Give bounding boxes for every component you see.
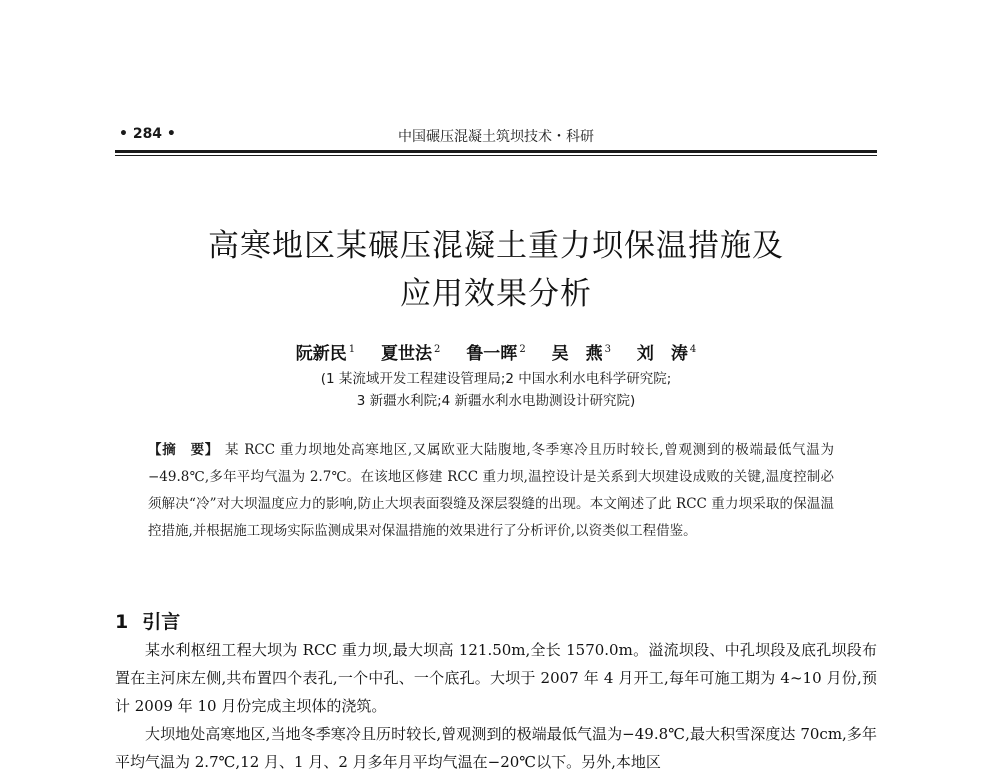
paragraph: 某水利枢纽工程大坝为 RCC 重力坝,最大坝高 121.50m,全长 1570.0m。溢流坝段、中孔坝段及底孔坝段布置在主河床左侧,共布置四个表孔,一个中孔、一个底孔。大坝于 2007 年 4 月开工,每年可施工期为 4~10 月份,预计 2009 年 10 月份完成主坝体的浇筑。 [115, 641, 877, 715]
title-line-2: 应用效果分析 [400, 276, 592, 312]
page-header [115, 124, 877, 146]
abstract-label: 【摘 要】 [148, 442, 220, 458]
header-rule-thick [115, 150, 877, 153]
affiliation-line-1: (1 某流域开发工程建设管理局;2 中国水利水电科学研究院; [320, 371, 672, 387]
author: 吴 燕 $^3$ [551, 344, 611, 364]
author: 鲁一晖 $^2$ [466, 344, 526, 364]
author-list [115, 339, 877, 364]
body-text [115, 636, 877, 776]
abstract [148, 437, 834, 545]
author: 刘 涛 $^4$ [636, 344, 697, 364]
author: 夏世法 $^2$ [381, 344, 441, 364]
section-title: 引言 [142, 611, 181, 633]
paper-title [115, 222, 877, 318]
affiliation-line-2: 3 新疆水利院;4 新疆水利水电勘测设计研究院) [356, 393, 636, 409]
section-heading [115, 607, 180, 634]
running-title: 中国碾压混凝土筑坝技术・科研 [398, 129, 594, 145]
header-rule-thin [115, 155, 877, 156]
title-line-1: 高寒地区某碾压混凝土重力坝保温措施及 [208, 228, 784, 264]
author: 阮新民 $^1$ [295, 344, 356, 364]
abstract-text: 某 RCC 重力坝地处高寒地区,又属欧亚大陆腹地,冬季寒冷且历时较长,曾观测到的极端最低气温为−49.8℃,多年平均气温为 2.7℃。在该地区修建 RCC 重力坝,温控设计是关系到大坝建设成败的关键,温度控制必须解决“冷”对大坝温度应力的影响,防止大坝表面裂缝及深层裂缝的出现。本文阐述了此 RCC 重力坝采取的保温温控措施,并根据施工现场实际监测成果对保温措施的效果进行了分析评价,以资类似工程借鉴。 [148, 442, 835, 539]
paragraph: 大坝地处高寒地区,当地冬季寒冷且历时较长,曾观测到的极端最低气温为−49.8℃,最大积雪深度达 70cm,多年平均气温为 2.7℃,12 月、1 月、2 月多年月平均气温在−20℃以下。另外,本地区 [115, 725, 877, 771]
page-number: • 284 • [119, 126, 176, 142]
section-number: 1 [115, 611, 129, 633]
